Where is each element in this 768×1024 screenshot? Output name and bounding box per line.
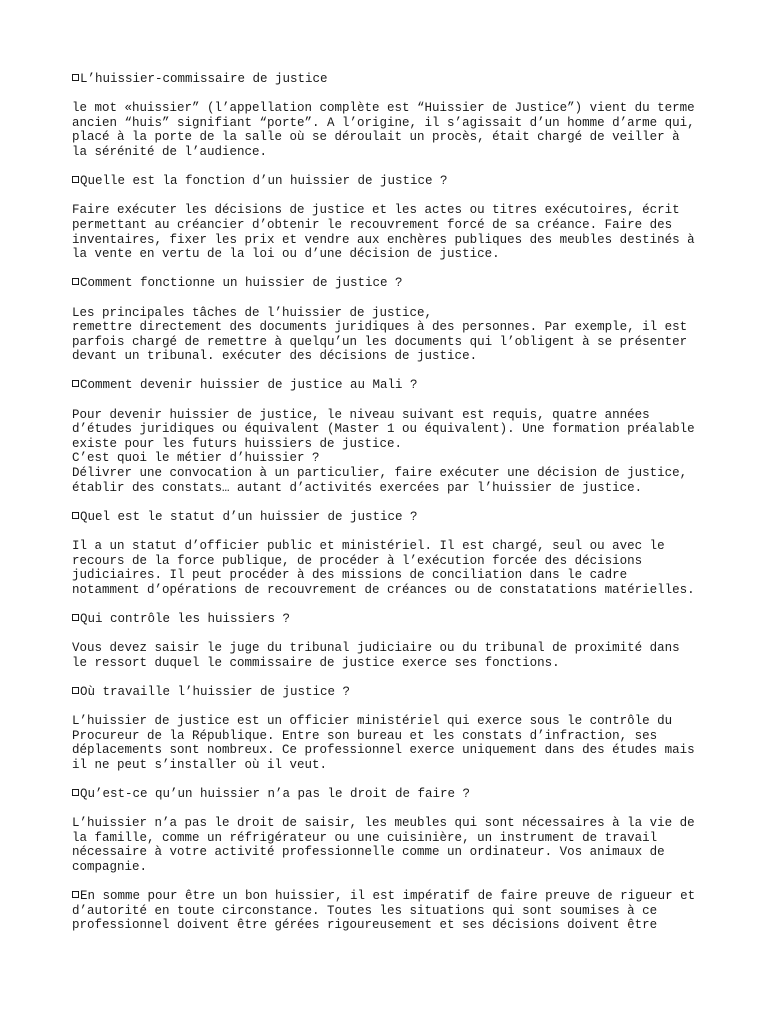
closing-first-line-text: En somme pour être un bon huissier, il est impératif de faire preuve de rigueur et — [80, 889, 696, 904]
text-line: Il a un statut d’officier public et ministériel. Il est chargé, seul ou avec le — [72, 539, 665, 553]
closing-first-line — [72, 889, 712, 904]
text-line: professionnel doivent être gérées rigoureusement et ses décisions doivent être — [72, 918, 658, 933]
section-heading — [72, 685, 712, 700]
section-paragraph — [72, 539, 712, 597]
heading-text: Qu’est-ce qu’un huissier n’a pas le droit de faire ? — [80, 787, 471, 802]
heading-text: Quel est le statut d’un huissier de justice ? — [80, 509, 418, 524]
text-line: établir des constats… autant d’activités exercées par l’huissier de justice. — [72, 480, 643, 495]
text-line: le ressort duquel le commissaire de justice exerce ses fonctions. — [72, 655, 560, 670]
text-line: parfois chargé de remettre à quelqu’un les documents qui l’obligent à se présenter — [72, 334, 688, 349]
square-bullet-icon — [72, 891, 79, 898]
section-heading — [72, 174, 712, 189]
document-page — [72, 72, 712, 948]
square-bullet-icon — [72, 512, 79, 519]
text-line: la vente en vertu de la loi ou d’une décision de justice. — [72, 247, 500, 262]
text-line: recours de la force publique, de procéder à l’exécution forcée des décisions — [72, 553, 643, 568]
heading-text: Comment devenir huissier de justice au Mali ? — [80, 378, 418, 393]
section-paragraph — [72, 306, 712, 364]
text-line: placé à la porte de la salle où se déroulait un procès, était chargé de veiller à — [72, 130, 680, 145]
heading-text: L’huissier-commissaire de justice — [80, 72, 328, 86]
text-line: notamment d’opérations de recouvrement de créances ou de constatations matérielles. — [72, 582, 695, 597]
section-paragraph — [72, 641, 712, 670]
text-line: la sérénité de l’audience. — [72, 144, 268, 159]
section-heading — [72, 72, 712, 87]
text-line: C’est quoi le métier d’huissier ? — [72, 451, 320, 466]
square-bullet-icon — [72, 614, 79, 621]
section-heading — [72, 378, 712, 393]
text-line: d’études juridiques ou équivalent (Master 1 ou équivalent). Une formation préalable — [72, 422, 695, 437]
text-line: devant un tribunal. exécuter des décisions de justice. — [72, 349, 478, 364]
text-line: le mot «huissier” (l’appellation complète est “Huissier de Justice”) vient du terme — [72, 101, 695, 116]
section-paragraph — [72, 203, 712, 261]
heading-text: Quelle est la fonction d’un huissier de justice ? — [80, 174, 448, 189]
text-line: nécessaire à votre activité professionnelle comme un ordinateur. Vos animaux de — [72, 845, 665, 860]
square-bullet-icon — [72, 74, 79, 81]
text-line: compagnie. — [72, 860, 148, 875]
text-line: judiciaires. Il peut procéder à des missions de conciliation dans le cadre — [72, 568, 628, 583]
text-line: Procureur de la République. Entre son bureau et les constats d’infraction, ses — [72, 728, 658, 743]
text-line: ancien “huis” signifiant “porte”. A l’origine, il s’agissait d’un homme d’arme qui, — [72, 115, 695, 130]
text-line: il ne peut s’installer où il veut. — [72, 757, 328, 772]
text-line: existe pour les futurs huissiers de justice. — [72, 436, 403, 451]
closing-paragraph — [72, 889, 712, 933]
section-heading — [72, 276, 712, 291]
section-paragraph — [72, 408, 712, 496]
text-line: inventaires, fixer les prix et vendre aux enchères publiques des meubles destinés à — [72, 232, 695, 247]
text-line: déplacements sont nombreux. Ce professionnel exerce uniquement dans des études mais — [72, 743, 695, 758]
section-paragraph — [72, 714, 712, 772]
heading-text: Comment fonctionne un huissier de justice ? — [80, 276, 403, 291]
text-line: L’huissier n’a pas le droit de saisir, les meubles qui sont nécessaires à la vie de — [72, 816, 695, 831]
text-line: Faire exécuter les décisions de justice et les actes ou titres exécutoires, écrit — [72, 203, 680, 218]
heading-text: Qui contrôle les huissiers ? — [80, 611, 291, 626]
section-heading — [72, 510, 712, 525]
heading-text: Où travaille l’huissier de justice ? — [80, 684, 351, 699]
section-paragraph — [72, 101, 712, 159]
text-line: remettre directement des documents juridiques à des personnes. Par exemple, il est — [72, 320, 688, 335]
text-line: la famille, comme un réfrigérateur ou une cuisinière, un instrument de travail — [72, 830, 658, 845]
text-line: Les principales tâches de l’huissier de justice, — [72, 305, 433, 320]
square-bullet-icon — [72, 687, 79, 694]
text-line: d’autorité en toute circonstance. Toutes les situations qui sont soumises à ce — [72, 903, 658, 918]
text-line: Pour devenir huissier de justice, le niveau suivant est requis, quatre années — [72, 407, 650, 422]
text-line: Vous devez saisir le juge du tribunal judiciaire ou du tribunal de proximité dans — [72, 641, 680, 656]
section-paragraph — [72, 816, 712, 874]
square-bullet-icon — [72, 380, 79, 387]
section-heading — [72, 612, 712, 627]
square-bullet-icon — [72, 278, 79, 285]
square-bullet-icon — [72, 176, 79, 183]
text-line: L’huissier de justice est un officier ministériel qui exerce sous le contrôle du — [72, 714, 673, 729]
square-bullet-icon — [72, 789, 79, 796]
text-line: Délivrer une convocation à un particulier, faire exécuter une décision de justice, — [72, 466, 688, 481]
text-line: permettant au créancier d’obtenir le recouvrement forcé de sa créance. Faire des — [72, 217, 673, 232]
section-heading — [72, 787, 712, 802]
